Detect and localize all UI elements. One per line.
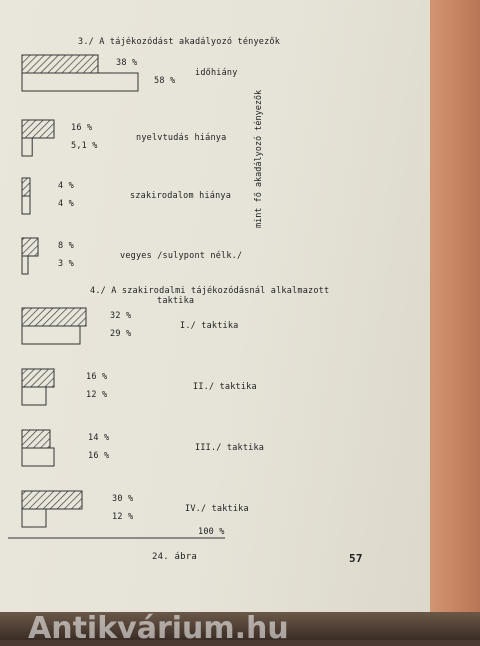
bar-value-label: 16 % xyxy=(88,451,110,461)
bar-hatched-2-4 xyxy=(22,491,82,509)
bar-open-1-4 xyxy=(22,256,28,274)
bar-value-label: 8 % xyxy=(58,241,74,251)
category-label: vegyes /sulypont nélk./ xyxy=(120,251,243,261)
bar-hatched-1-4 xyxy=(22,238,38,256)
bar-value-label: 3 % xyxy=(58,259,74,269)
bar-hatched-1-2 xyxy=(22,120,54,138)
axis-total-label: 100 % xyxy=(198,527,225,537)
bar-value-label: 4 % xyxy=(58,199,74,209)
bar-value-label: 58 % xyxy=(154,76,176,86)
bar-hatched-1-1 xyxy=(22,55,98,73)
bar-value-label: 12 % xyxy=(86,390,108,400)
bar-hatched-2-2 xyxy=(22,369,54,387)
category-label: nyelvtudás hiánya xyxy=(136,133,227,143)
watermark: Antikvárium.hu xyxy=(28,611,289,646)
bar-open-1-1 xyxy=(22,73,138,91)
bar-value-label: 30 % xyxy=(112,494,134,504)
bar-value-label: 32 % xyxy=(110,311,132,321)
bar-hatched-2-3 xyxy=(22,430,50,448)
category-label: III./ taktika xyxy=(195,443,265,453)
bar-value-label: 16 % xyxy=(71,123,93,133)
bar-hatched-1-3 xyxy=(22,178,30,196)
category-label: IV./ taktika xyxy=(185,504,249,514)
figure-caption: 24. ábra xyxy=(152,552,197,562)
side-label: mint fő akadályozó tényezők xyxy=(254,89,264,228)
page-number: 57 xyxy=(349,552,363,565)
category-label: II./ taktika xyxy=(193,382,257,392)
bar-open-1-2 xyxy=(22,138,32,156)
bar-open-2-1 xyxy=(22,326,80,344)
section2-title-line1: 4./ A szakirodalmi tájékozódásnál alkalmazott xyxy=(90,286,330,296)
bar-value-label: 16 % xyxy=(86,372,108,382)
bar-value-label: 14 % xyxy=(88,433,110,443)
bar-value-label: 4 % xyxy=(58,181,74,191)
bar-value-label: 12 % xyxy=(112,512,134,522)
category-label: időhiány xyxy=(195,68,238,78)
section1-title: 3./ A tájékozódást akadályozó tényezők xyxy=(78,37,281,47)
bar-value-label: 38 % xyxy=(116,58,138,68)
bar-open-2-2 xyxy=(22,387,46,405)
category-label: szakirodalom hiánya xyxy=(130,191,232,201)
bar-value-label: 5,1 % xyxy=(71,141,98,151)
bar-open-2-4 xyxy=(22,509,46,527)
bar-value-label: 29 % xyxy=(110,329,132,339)
section2-title-line2: taktika xyxy=(157,296,195,306)
bar-open-2-3 xyxy=(22,448,54,466)
bar-hatched-2-1 xyxy=(22,308,86,326)
category-label: I./ taktika xyxy=(180,321,239,331)
bar-open-1-3 xyxy=(22,196,30,214)
